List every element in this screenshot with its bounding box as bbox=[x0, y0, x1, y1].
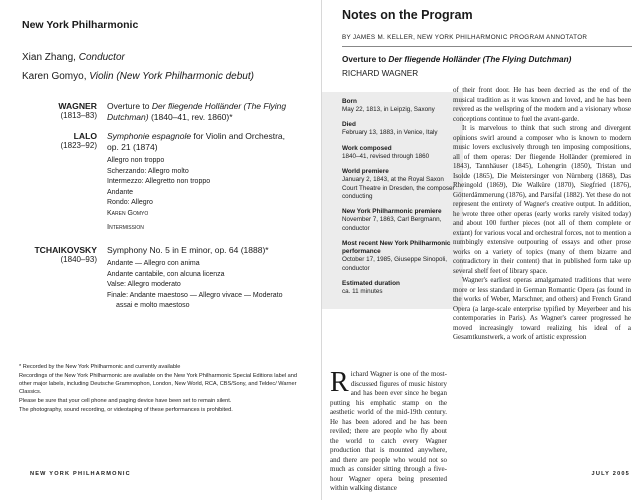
fact-label: Estimated duration bbox=[342, 280, 400, 288]
work-title-italic: Symphonie espagnole bbox=[107, 131, 192, 141]
left-page-footer: NEW YORK PHILHARMONIC bbox=[30, 471, 131, 477]
program-composer-lalo bbox=[61, 131, 97, 150]
fact-label: Born bbox=[342, 98, 357, 105]
fact-label: Died bbox=[342, 121, 356, 129]
footnote: * Recorded by the New York Philharmonic and currently available bbox=[19, 364, 181, 370]
movement-item: Andante cantabile, con alcuna licenza bbox=[107, 270, 225, 278]
work-title-suffix: for Violin and Orchestra, op. 21 (1874) bbox=[107, 131, 285, 152]
fact-label: Work composed bbox=[342, 144, 392, 152]
intro-text: ichard Wagner is one of the most-discussed figures of music history and has been ever since he began putting his emphatic stamp on the aesthetic world of the mid-19th century. He has been adored and he has been reviled; there are people who fly about the world to catch every Wagner production that is mounted anywhere, and there are people who would not so much as consider sitting through a five-hour Wagner opera being presented within walking distance bbox=[330, 370, 447, 492]
fact-label: New York Philharmonic premiere bbox=[342, 208, 442, 216]
fact-value: January 2, 1843, at the Royal Saxon Court Theatre in Dresden, the composer conducting bbox=[342, 176, 455, 201]
soloist-line bbox=[22, 71, 254, 82]
work-title bbox=[107, 131, 297, 153]
composer-name: TCHAIKOVSKY bbox=[34, 245, 97, 255]
soloist-credit: Karen Gomyo bbox=[107, 209, 149, 217]
left-brand-title: New York Philharmonic bbox=[22, 19, 139, 31]
fact-item bbox=[342, 280, 457, 296]
facts-sidebar bbox=[322, 92, 463, 309]
conductor-name: Xian Zhang, bbox=[22, 52, 79, 63]
work-title-suffix: (1840–41, rev. 1860)* bbox=[148, 112, 233, 122]
fact-item bbox=[342, 168, 457, 201]
movement-item: Andante bbox=[107, 188, 134, 196]
intermission-label: Intermission bbox=[107, 222, 144, 231]
right-page bbox=[321, 0, 642, 500]
fact-item bbox=[342, 98, 457, 114]
program-composer-tchaikovsky bbox=[34, 245, 97, 264]
notes-title-prefix: Overture to bbox=[342, 55, 389, 64]
movement-item: Intermezzo: Allegretto non troppo bbox=[107, 178, 211, 186]
fact-value: November 7, 1863, Carl Bergmann, conductor bbox=[342, 216, 442, 232]
composer-dates: (1840–93) bbox=[60, 255, 97, 264]
movement-list bbox=[107, 156, 297, 220]
conductor-role: Conductor bbox=[78, 52, 125, 63]
program-work-lalo bbox=[107, 131, 297, 220]
drop-cap: R bbox=[330, 367, 349, 398]
soloist-name: Karen Gomyo, bbox=[22, 71, 90, 82]
movement-item: assai e molto maestoso bbox=[116, 302, 190, 310]
notes-paragraph: of their front door. He has been decried as the end of the musical tradition as it was known and loved, and he has been revered as the wellspring of the modern and a visionary whose conceptions continue to fuel the avant-garde. bbox=[453, 86, 631, 123]
heading-divider bbox=[342, 46, 632, 47]
program-work-wagner bbox=[107, 101, 297, 123]
fact-value: October 17, 1985, Giuseppe Sinopoli, conductor bbox=[342, 256, 448, 272]
movement-item: Finale: Andante maestoso — Allegro vivace — Moderato bbox=[107, 291, 283, 299]
fact-value: ca. 11 minutes bbox=[342, 288, 383, 296]
notes-composer: RICHARD WAGNER bbox=[342, 69, 419, 78]
work-title-prefix: Overture to bbox=[107, 101, 152, 111]
movement-item: Andante — Allegro con anima bbox=[107, 260, 200, 267]
program-composer-wagner bbox=[58, 101, 97, 120]
conductor-line bbox=[22, 52, 125, 63]
fact-label: World premiere bbox=[342, 168, 389, 176]
footnote: Recordings of the New York Philharmonic are available on the New York Philharmonic Special Editions label and other major labels, including Deutsche Grammophon, London, New World, RCA, CBS/Sony, and Teldec/ Warner Classics. bbox=[19, 373, 297, 395]
notes-heading: Notes on the Program bbox=[342, 8, 473, 22]
movement-item: Allegro non troppo bbox=[107, 157, 165, 164]
fact-label: Most recent New York Philharmonic performance bbox=[342, 240, 451, 256]
notes-intro-column bbox=[330, 367, 447, 494]
work-title bbox=[107, 101, 297, 123]
composer-name: LALO bbox=[73, 131, 97, 141]
right-page-footer: JULY 2005 bbox=[591, 471, 630, 477]
movement-list bbox=[107, 259, 297, 312]
fact-value: May 22, 1813, in Leipzig, Saxony bbox=[342, 106, 435, 113]
notes-paragraph: It is marvelous to think that such strong and divergent opinions swirl around a composer who is known to modern music lovers exclusively through ten imposing compositions, all of them operas: Der fliegende Holländer (premiered in 1843), Tannhäuser (1845), Lohengrin (1850), Tristan und Isolde (1865), Die Meistersinger von Nürnberg (1868), Das Rheingold (1869), Die Walküre (1870), Siegfried (1876), Götterdämmerung (1876), and Parsifal (1882). Yet these do not represent the entirety of Wagner's creative output. In addition, he wrote three other operas (early works rarely visited today) and about 100 further pieces (not all of them complete or extant) for various vocal and orchestral forces, not to mention a numbingly extensive outpouring of essays and other prose works on a variety of topics (many of them bizarre and contradictory in their content) that in published form take up several shelf feet of library space. bbox=[453, 124, 631, 275]
movement-item: Scherzando: Allegro molto bbox=[107, 167, 189, 175]
fact-item bbox=[342, 208, 457, 233]
fact-item bbox=[342, 145, 457, 161]
fact-item bbox=[342, 240, 457, 273]
notes-work-title bbox=[342, 55, 571, 64]
program-work-tchaikovsky bbox=[107, 245, 297, 312]
notes-title-italic: Der fliegende Holländer (The Flying Dutchman) bbox=[388, 55, 572, 64]
movement-item: Valse: Allegro moderato bbox=[107, 281, 181, 289]
composer-dates: (1813–83) bbox=[60, 111, 97, 120]
fact-item bbox=[342, 121, 457, 137]
notes-paragraph: Wagner's earliest operas amalgamated traditions that were more or less standard in German Romantic Opera (as found in the works of Weber, Marschner, and others) and French Grand Opera (a large-scale enterprise typified by Meyerbeer and his contemporaries in Paris). As Wagner's career progressed he moved increasingly toward realizing his ideal of a Gesamtkunstwerk, a work of artistic expression bbox=[453, 276, 631, 341]
footnote: The photography, sound recording, or videotaping of these performances is prohibited. bbox=[19, 407, 233, 413]
footnotes bbox=[19, 363, 307, 415]
soloist-role: Violin (New York Philharmonic debut) bbox=[89, 71, 254, 82]
work-title: Symphony No. 5 in E minor, op. 64 (1888)* bbox=[107, 245, 269, 255]
composer-name: WAGNER bbox=[58, 101, 97, 111]
footnote: Please be sure that your cell phone and paging device have been set to remain silent. bbox=[19, 398, 232, 404]
notes-main-column bbox=[453, 86, 631, 343]
movement-item: Rondo: Allegro bbox=[107, 199, 153, 207]
composer-dates: (1823–92) bbox=[60, 141, 97, 150]
fact-value: 1840–41, revised through 1860 bbox=[342, 152, 430, 160]
work-title-italic: Der fliegende Holländer (The Flying Dutchman) bbox=[107, 101, 287, 122]
notes-byline: BY JAMES M. KELLER, NEW YORK PHILHARMONIC PROGRAM ANNOTATOR bbox=[342, 34, 588, 41]
fact-value: February 13, 1883, in Venice, Italy bbox=[342, 129, 438, 137]
